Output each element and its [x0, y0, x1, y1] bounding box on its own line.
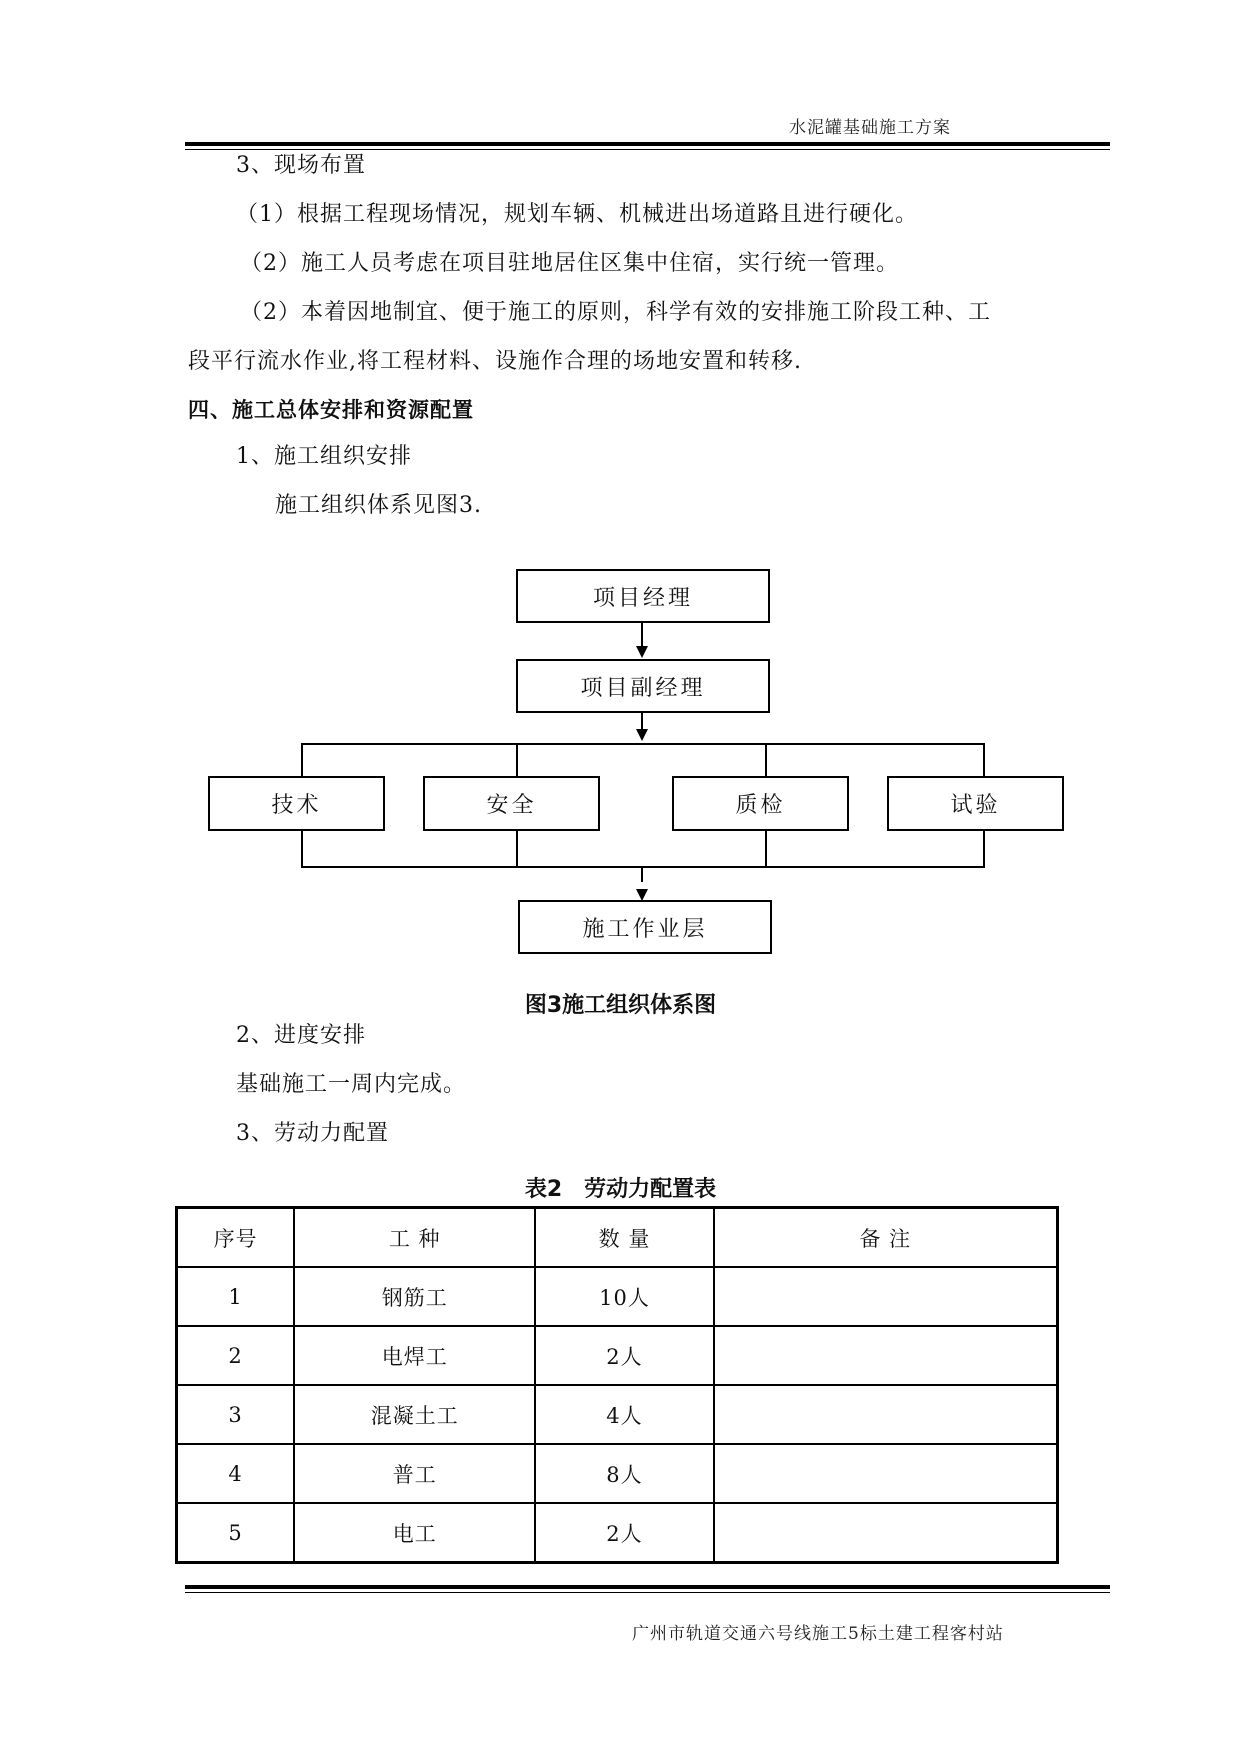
org-arrangement-text: 施工组织体系见图3. — [275, 493, 482, 518]
table-caption: 表2 劳动力配置表 — [524, 1177, 717, 1202]
connector-line — [983, 831, 985, 868]
arrow-down-icon — [636, 646, 648, 658]
table-cell: 2人 — [535, 1503, 713, 1563]
labor-table — [175, 1206, 1059, 1564]
page-header-title: 水泥罐基础施工方案 — [789, 118, 951, 138]
connector-line — [641, 866, 643, 882]
connector-line — [983, 743, 985, 777]
table-header-cell: 序号 — [177, 1208, 295, 1268]
header-rule-thin — [185, 149, 1110, 150]
table-cell: 5 — [177, 1503, 295, 1563]
org-box-department-technical: 技术 — [208, 776, 385, 831]
table-header-cell: 工 种 — [294, 1208, 535, 1268]
table-cell: 3 — [177, 1385, 295, 1444]
table-row — [177, 1503, 1058, 1563]
footer-rule-thin — [185, 1592, 1110, 1593]
table-cell: 1 — [177, 1267, 295, 1326]
section-4-heading: 四、施工总体安排和资源配置 — [188, 398, 474, 422]
header-rule-thick — [185, 142, 1110, 146]
org-box-department-quality: 质检 — [672, 776, 849, 831]
table-cell: 混凝土工 — [294, 1385, 535, 1444]
connector-line — [301, 743, 303, 777]
arrow-down-icon — [636, 729, 648, 741]
table-cell: 4人 — [535, 1385, 713, 1444]
org-arrangement-title: 1、施工组织安排 — [236, 444, 412, 469]
labor-title: 3、劳动力配置 — [236, 1121, 389, 1146]
table-cell: 10人 — [535, 1267, 713, 1326]
org-box-project-manager: 项目经理 — [516, 569, 770, 623]
table-cell — [714, 1267, 1058, 1326]
schedule-text: 基础施工一周内完成。 — [236, 1072, 467, 1097]
table-cell: 8人 — [535, 1444, 713, 1503]
connector-line — [516, 743, 518, 777]
org-box-department-testing: 试验 — [887, 776, 1064, 831]
site-layout-item-2: （2）施工人员考虑在项目驻地居住区集中住宿，实行统一管理。 — [240, 251, 899, 276]
connector-line — [301, 831, 303, 868]
table-cell: 2人 — [535, 1326, 713, 1385]
org-box-deputy-manager: 项目副经理 — [516, 659, 770, 713]
footer-rule-thick — [185, 1585, 1110, 1589]
table-row — [177, 1326, 1058, 1385]
table-row — [177, 1267, 1058, 1326]
site-layout-item-3-line-2: 段平行流水作业,将工程材料、设施作合理的场地安置和转移. — [188, 349, 802, 374]
page-footer-text: 广州市轨道交通六号线施工5标土建工程客村站 — [632, 1624, 1004, 1644]
table-row — [177, 1385, 1058, 1444]
table-cell — [714, 1444, 1058, 1503]
site-layout-item-3-line-1: （2）本着因地制宜、便于施工的原则，科学有效的安排施工阶段工种、工 — [240, 300, 991, 325]
table-cell: 4 — [177, 1444, 295, 1503]
connector-line — [516, 831, 518, 868]
table-cell: 电工 — [294, 1503, 535, 1563]
org-box-construction-layer: 施工作业层 — [518, 900, 772, 954]
table-header-cell: 数 量 — [535, 1208, 713, 1268]
schedule-title: 2、进度安排 — [236, 1023, 366, 1048]
table-header-row — [177, 1208, 1058, 1268]
table-header-cell: 备 注 — [714, 1208, 1058, 1268]
figure-caption: 图3施工组织体系图 — [524, 993, 717, 1018]
table-cell: 普工 — [294, 1444, 535, 1503]
site-layout-title: 3、现场布置 — [236, 153, 366, 178]
site-layout-item-1: （1）根据工程现场情况，规划车辆、机械进出场道路且进行硬化。 — [236, 202, 918, 227]
connector-line — [765, 743, 767, 777]
table-cell: 电焊工 — [294, 1326, 535, 1385]
table-cell: 2 — [177, 1326, 295, 1385]
table-cell: 钢筋工 — [294, 1267, 535, 1326]
table-cell — [714, 1385, 1058, 1444]
table-row — [177, 1444, 1058, 1503]
table-cell — [714, 1503, 1058, 1563]
connector-line — [301, 743, 985, 745]
connector-line — [301, 866, 985, 868]
org-box-department-safety: 安全 — [423, 776, 600, 831]
table-cell — [714, 1326, 1058, 1385]
connector-line — [765, 831, 767, 868]
